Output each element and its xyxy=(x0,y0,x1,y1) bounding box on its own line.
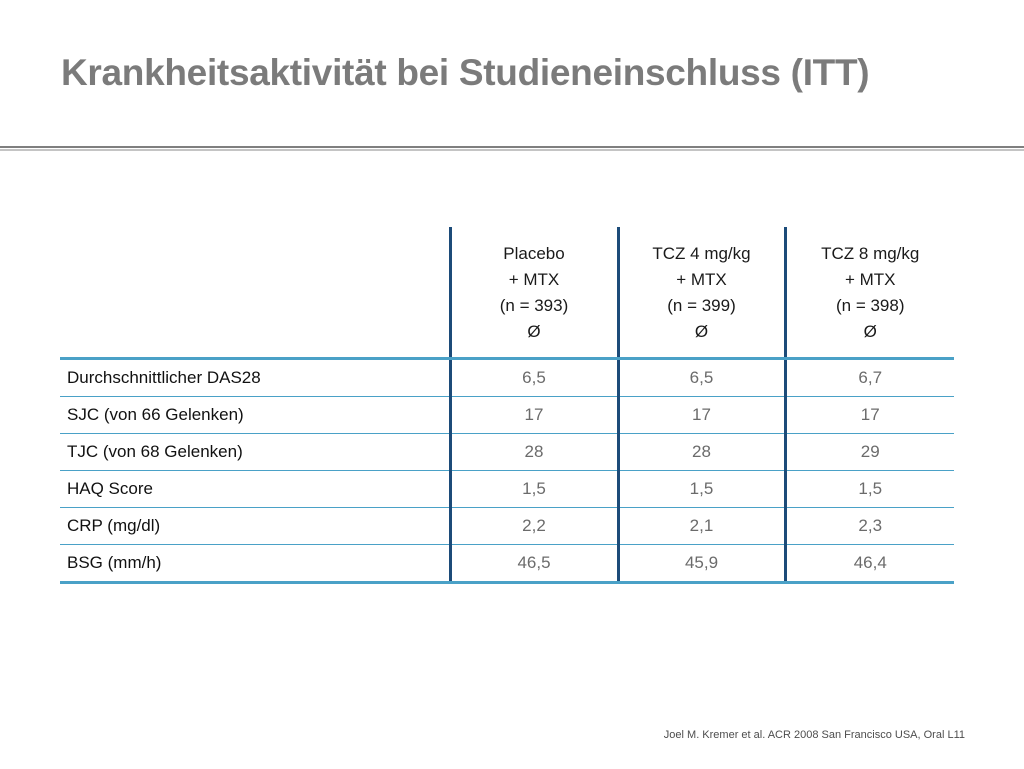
title-divider-dark xyxy=(0,146,1024,148)
table-cell: 1,5 xyxy=(450,471,618,508)
table-cell: 17 xyxy=(785,397,954,434)
header-line: + MTX xyxy=(508,270,560,289)
title-divider-light xyxy=(0,149,1024,151)
table-cell: 28 xyxy=(450,434,618,471)
table-cell: 6,5 xyxy=(618,359,785,397)
table-cell: 2,3 xyxy=(785,508,954,545)
row-label: BSG (mm/h) xyxy=(60,545,450,583)
header-line: Ø xyxy=(527,322,541,341)
table-cell: 29 xyxy=(785,434,954,471)
table-cell: 28 xyxy=(618,434,785,471)
header-line: Ø xyxy=(694,322,709,341)
table-header-row xyxy=(60,227,954,359)
table-cell: 6,7 xyxy=(785,359,954,397)
header-tcz-8-mtx xyxy=(785,227,954,359)
table-row xyxy=(60,434,954,471)
header-line: Placebo xyxy=(503,244,565,263)
table-row xyxy=(60,471,954,508)
table-cell: 46,5 xyxy=(450,545,618,583)
header-tcz-4-mtx xyxy=(618,227,785,359)
header-line: TCZ 8 mg/kg xyxy=(821,244,920,263)
header-line: (n = 393) xyxy=(499,296,569,315)
table-row xyxy=(60,508,954,545)
table-cell: 2,1 xyxy=(618,508,785,545)
header-line: + MTX xyxy=(676,270,727,289)
header-line: TCZ 4 mg/kg xyxy=(652,244,751,263)
header-empty-cell xyxy=(60,227,450,359)
table-cell: 2,2 xyxy=(450,508,618,545)
table-row xyxy=(60,545,954,583)
header-placebo-mtx xyxy=(450,227,618,359)
table-cell: 1,5 xyxy=(618,471,785,508)
source-citation: Joel M. Kremer et al. ACR 2008 San Francisco USA, Oral L11 xyxy=(663,729,965,741)
disease-activity-table xyxy=(60,227,954,584)
table-cell: 17 xyxy=(450,397,618,434)
table-cell: 45,9 xyxy=(618,545,785,583)
row-label: SJC (von 66 Gelenken) xyxy=(60,397,450,434)
slide-title: Krankheitsaktivität bei Studieneinschluss (ITT) xyxy=(61,52,870,93)
header-line: + MTX xyxy=(844,270,896,289)
row-label: CRP (mg/dl) xyxy=(60,508,450,545)
header-line: Ø xyxy=(863,322,877,341)
table-row xyxy=(60,397,954,434)
row-label: HAQ Score xyxy=(60,471,450,508)
header-line: (n = 398) xyxy=(835,296,905,315)
row-label: Durchschnittlicher DAS28 xyxy=(60,359,450,397)
table-cell: 17 xyxy=(618,397,785,434)
table-cell: 6,5 xyxy=(450,359,618,397)
row-label: TJC (von 68 Gelenken) xyxy=(60,434,450,471)
table-cell: 1,5 xyxy=(785,471,954,508)
table-cell: 46,4 xyxy=(785,545,954,583)
table-row xyxy=(60,359,954,397)
header-line: (n = 399) xyxy=(667,296,736,315)
